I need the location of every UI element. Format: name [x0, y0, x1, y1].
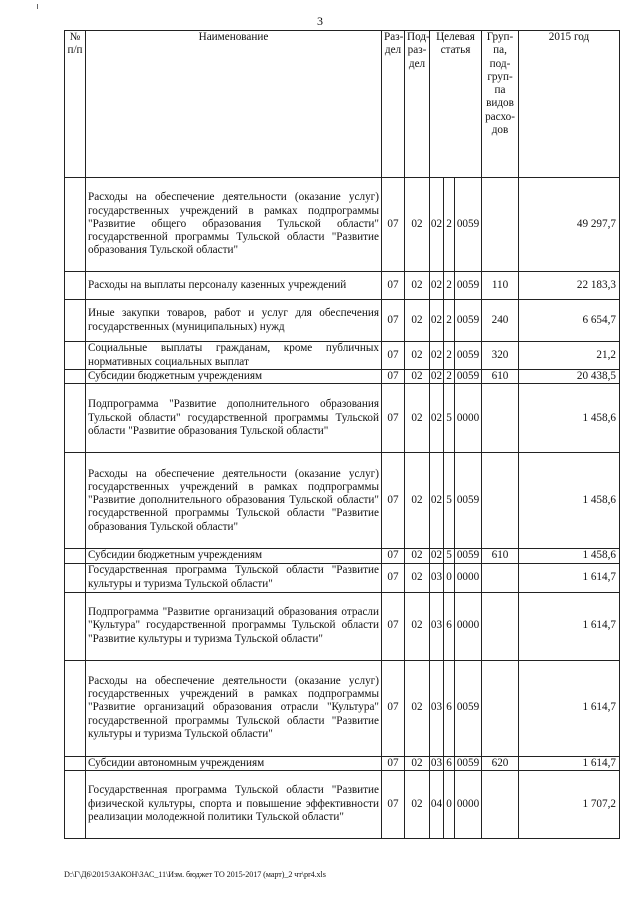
table-row [65, 272, 620, 300]
row-name: Расходы на обеспечение деятельности (оказание услуг) государственных учреждений в рамках подпрограммы "Развитие организаций образования отрасли "Культура" государственной программы Тульской области "Развитие культуры и туризма Тульской области" [86, 660, 382, 756]
row-cs-program: 03 [430, 756, 443, 769]
row-amount: 1 614,7 [519, 592, 620, 660]
row-name: Расходы на выплаты персоналу казенных учреждений [86, 272, 382, 300]
row-cs-direction: 0059 [455, 660, 482, 756]
row-num [65, 453, 86, 549]
row-cs-program: 02 [430, 272, 444, 300]
row-podrazdel: 02 [405, 756, 430, 770]
row-group: 610 [482, 549, 519, 563]
row-cs-program: 02 [430, 178, 444, 272]
header-num: № п/п [65, 31, 86, 178]
row-razdel: 07 [382, 660, 405, 756]
row-razdel: 07 [382, 342, 405, 370]
row-cs-subprogram: 2 [444, 370, 455, 384]
budget-table [64, 30, 620, 839]
row-cs-direction: 0059 [455, 300, 482, 342]
row-cs-subprogram: 2 [444, 178, 455, 272]
row-amount: 1 614,7 [519, 563, 620, 592]
table-row [65, 549, 620, 563]
row-cs-subprogram: 2 [444, 300, 455, 342]
row-podrazdel: 02 [405, 549, 430, 563]
row-podrazdel: 02 [405, 563, 430, 592]
row-cs-direction: 0000 [455, 770, 482, 838]
row-cs-subprogram: 6 [444, 660, 455, 756]
row-podrazdel: 02 [405, 770, 430, 838]
row-num [65, 178, 86, 272]
row-cs-subprogram: 2 [444, 272, 455, 300]
row-group: 240 [482, 300, 519, 342]
row-cs-subprogram: 5 [444, 549, 455, 563]
row-num [65, 370, 86, 384]
row-cs-direction: 0000 [455, 384, 482, 453]
row-name: Государственная программа Тульской области "Развитие физической культуры, спорта и повышение эффективности реализации молодежной политики Тульской области" [86, 770, 382, 838]
header-podrazdel: Под-раз-дел [405, 31, 430, 178]
row-razdel: 07 [382, 300, 405, 342]
row-podrazdel: 02 [405, 660, 430, 756]
file-path-footer: D:\Г\Д6\2015\ЗАКОН\ЗАС_11\Изм. бюджет ТО 2015-2017 (март)_2 чт\pr4.xls [64, 870, 326, 879]
row-cs-subprogram: 0 [444, 563, 455, 592]
row-num [65, 592, 86, 660]
row-cs-program: 03 [430, 563, 444, 592]
header-name: Наименование [86, 31, 382, 178]
table-header-row [65, 31, 620, 178]
row-razdel: 07 [382, 178, 405, 272]
row-razdel: 07 [382, 272, 405, 300]
row-name: Подпрограмма "Развитие организаций образования отрасли "Культура" государственной программы Тульской области "Развитие культуры и туризма Тульской области" [86, 592, 382, 660]
table-row [65, 660, 620, 756]
row-cs-subprogram: 6 [444, 756, 455, 770]
row-podrazdel: 02 [405, 384, 430, 453]
header-razdel: Раз-дел [382, 31, 405, 178]
row-name: Субсидии бюджетным учреждениям [86, 549, 382, 563]
row-num [65, 549, 86, 563]
header-year: 2015 год [519, 31, 620, 178]
row-razdel: 07 [382, 384, 405, 453]
row-cs-direction: 0059 [455, 453, 482, 549]
row-name: Государственная программа Тульской области "Развитие культуры и туризма Тульской области" [86, 563, 382, 592]
row-podrazdel: 02 [405, 592, 430, 660]
row-amount: 6 654,7 [519, 300, 620, 342]
row-cs-program: 02 [430, 549, 443, 562]
row-razdel: 07 [382, 549, 405, 563]
row-amount: 20 438,5 [519, 370, 620, 384]
row-cs-direction: 0059 [455, 342, 482, 370]
row-cs-program: 04 [430, 770, 444, 838]
table-row [65, 563, 620, 592]
row-num [65, 660, 86, 756]
row-num [65, 756, 86, 770]
row-group [482, 563, 519, 592]
row-group: 610 [482, 370, 519, 384]
row-cs-direction: 0059 [455, 178, 482, 272]
row-amount: 1 458,6 [519, 384, 620, 453]
row-num [65, 300, 86, 342]
row-group: 110 [482, 272, 519, 300]
row-group [482, 453, 519, 549]
scan-mark [37, 4, 38, 9]
row-cs-direction: 0000 [455, 592, 482, 660]
table-body [65, 178, 620, 839]
row-podrazdel: 02 [405, 178, 430, 272]
table-row [65, 342, 620, 370]
row-cs-direction: 0059 [455, 272, 482, 300]
table-row [65, 178, 620, 272]
row-podrazdel: 02 [405, 300, 430, 342]
row-cs-program: 02 [430, 453, 444, 549]
row-num [65, 563, 86, 592]
row-name: Подпрограмма "Развитие дополнительного образования Тульской области" государственной программы Тульской области "Развитие образования Тульской области" [86, 384, 382, 453]
row-name: Расходы на обеспечение деятельности (оказание услуг) государственных учреждений в рамках подпрограммы "Развитие дополнительного образования Тульской области" государственной программы Тульской области "Развитие образования Тульской области" [86, 453, 382, 549]
row-amount: 1 458,6 [519, 549, 620, 563]
row-cs-program: 02 [430, 384, 444, 453]
row-num [65, 384, 86, 453]
row-group: 320 [482, 342, 519, 370]
row-cs-direction: 0059 [455, 370, 482, 384]
row-group [482, 660, 519, 756]
row-cs-subprogram: 5 [444, 384, 455, 453]
row-group [482, 592, 519, 660]
row-razdel: 07 [382, 770, 405, 838]
row-cs-subprogram: 2 [444, 342, 455, 370]
row-razdel: 07 [382, 370, 405, 384]
row-amount: 1 707,2 [519, 770, 620, 838]
row-group [482, 384, 519, 453]
row-num [65, 272, 86, 300]
row-podrazdel: 02 [405, 342, 430, 370]
row-razdel: 07 [382, 592, 405, 660]
row-podrazdel: 02 [405, 370, 430, 384]
header-group: Груп-па, под-груп-па видов расхо-дов [482, 31, 519, 178]
row-cs-program: 02 [430, 300, 444, 342]
row-amount: 49 297,7 [519, 178, 620, 272]
row-amount: 1 458,6 [519, 453, 620, 549]
row-podrazdel: 02 [405, 272, 430, 300]
row-group [482, 770, 519, 838]
row-cs-subprogram: 0 [444, 770, 455, 838]
row-cs-program: 02 [430, 370, 443, 382]
row-name: Социальные выплаты гражданам, кроме публичных нормативных социальных выплат [86, 342, 382, 370]
header-celevaya: Целевая статья [430, 31, 482, 178]
row-name: Субсидии бюджетным учреждениям [86, 370, 382, 384]
table-row [65, 370, 620, 384]
row-name: Иные закупки товаров, работ и услуг для обеспечения государственных (муниципальных) нужд [86, 300, 382, 342]
row-num [65, 770, 86, 838]
row-cs-subprogram: 6 [444, 592, 455, 660]
row-num [65, 342, 86, 370]
row-razdel: 07 [382, 563, 405, 592]
row-cs-program: 02 [430, 342, 444, 370]
row-amount: 21,2 [519, 342, 620, 370]
table-row [65, 592, 620, 660]
table-row [65, 453, 620, 549]
row-razdel: 07 [382, 453, 405, 549]
row-amount: 1 614,7 [519, 756, 620, 770]
row-cs-program: 03 [430, 592, 444, 660]
row-amount: 22 183,3 [519, 272, 620, 300]
table-row [65, 384, 620, 453]
row-podrazdel: 02 [405, 453, 430, 549]
row-cs-direction: 0000 [455, 563, 482, 592]
row-cs-direction: 0059 [455, 756, 482, 770]
row-name: Расходы на обеспечение деятельности (оказание услуг) государственных учреждений в рамках подпрограммы "Развитие общего образования Тульской области" государственной программы Тульской области "Развитие образования Тульской области" [86, 178, 382, 272]
table-row [65, 300, 620, 342]
table-row [65, 770, 620, 838]
row-group: 620 [482, 756, 519, 770]
row-cs-program: 03 [430, 660, 444, 756]
table-row [65, 756, 620, 770]
row-cs-direction: 0059 [455, 549, 482, 563]
row-razdel: 07 [382, 756, 405, 770]
row-cs-subprogram: 5 [444, 453, 455, 549]
row-name: Субсидии автономным учреждениям [86, 756, 382, 770]
row-amount: 1 614,7 [519, 660, 620, 756]
row-group [482, 178, 519, 272]
page-number: 3 [317, 14, 323, 28]
